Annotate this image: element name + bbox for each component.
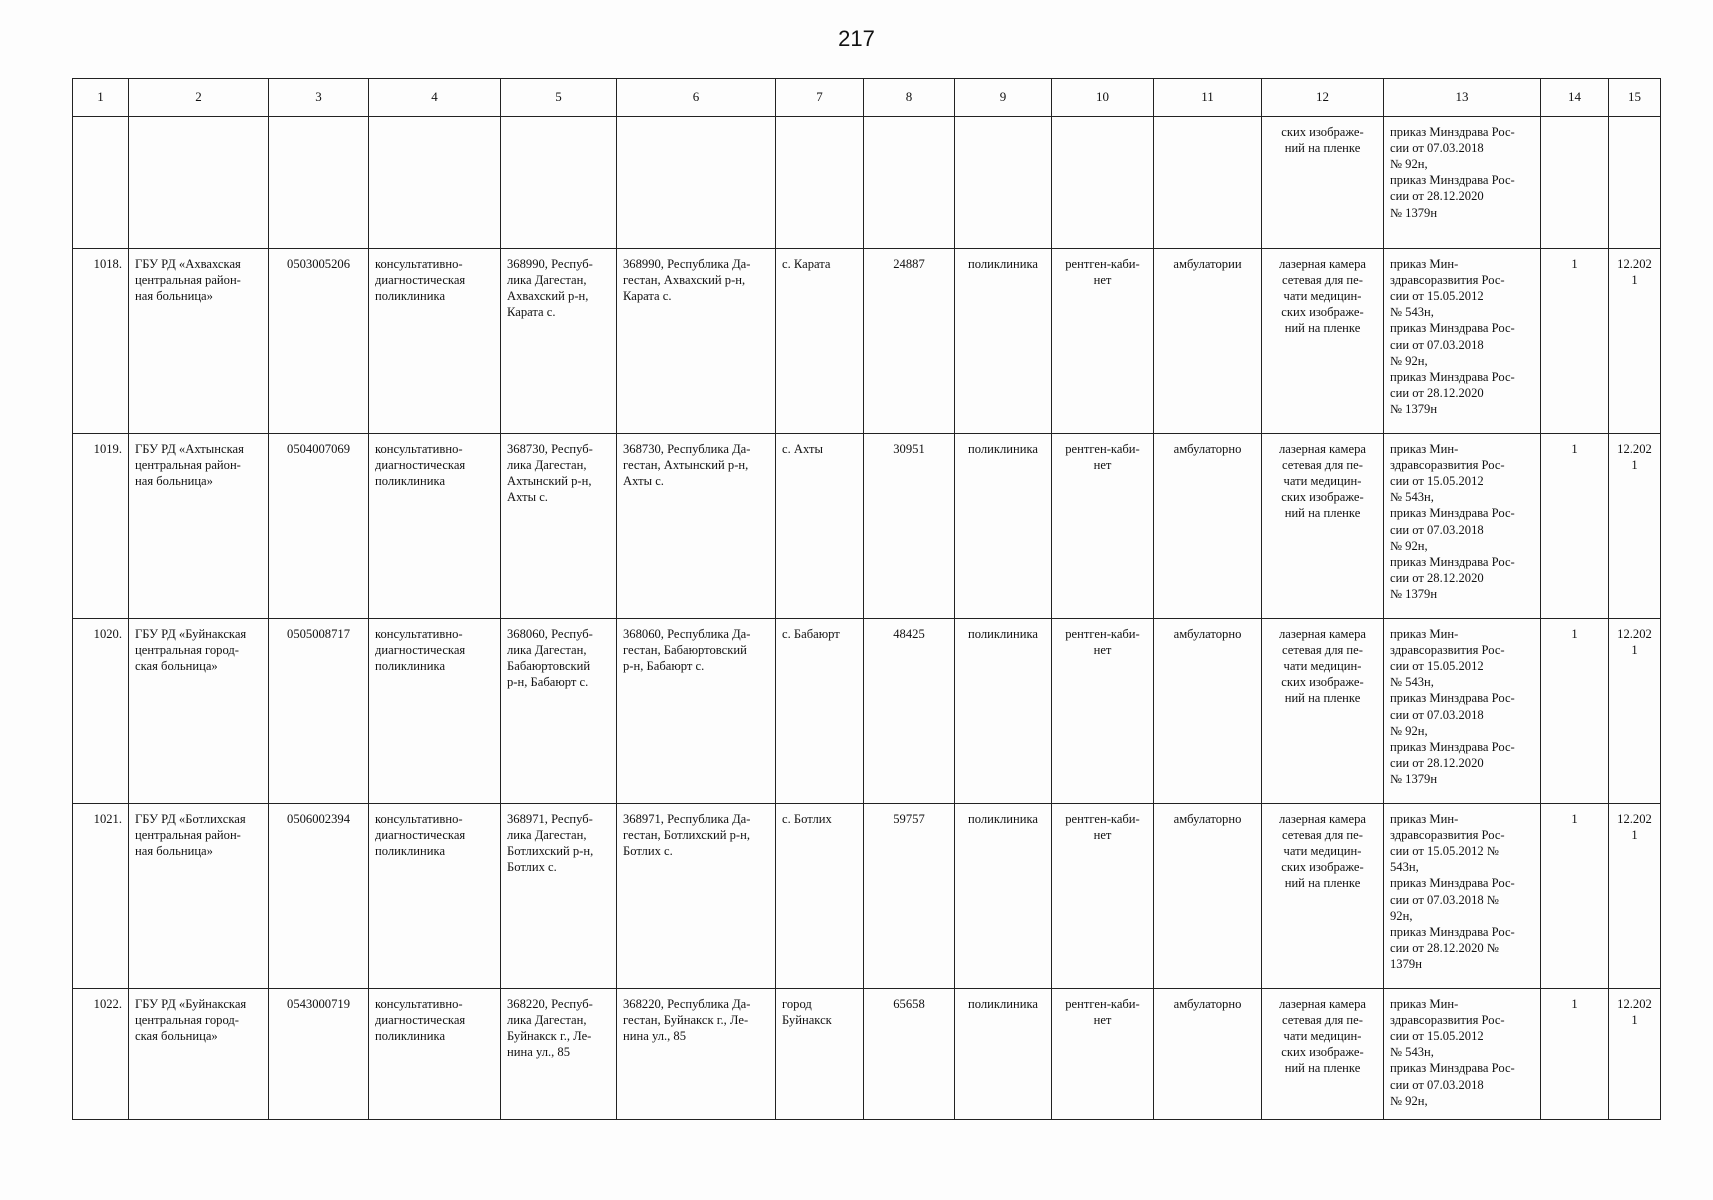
table-row [73, 619, 1661, 804]
care-type-cell: амбулаторно [1154, 989, 1262, 1120]
equipment-cell: лазерная камера сетевая для пе- чати медицин- ских изображе- ний на пленке [1262, 434, 1384, 619]
settlement-cell: с. Карата [776, 249, 864, 434]
facility-cell: поликлиника [955, 434, 1052, 619]
address-cell: 368990, Респуб- лика Дагестан, Ахвахский р-н, Карата с. [501, 249, 617, 434]
row-number: 1019. [73, 434, 129, 619]
equipment-cell: ских изображе- ний на пленке [1262, 117, 1384, 249]
column-header: 7 [776, 79, 864, 117]
address-cell: 368220, Респуб- лика Дагестан, Буйнакск г., Ле- нина ул., 85 [501, 989, 617, 1120]
facility-cell: поликлиника [955, 804, 1052, 989]
column-header: 12 [1262, 79, 1384, 117]
equipment-cell: лазерная камера сетевая для пе- чати медицин- ских изображе- ний на пленке [1262, 619, 1384, 804]
column-header: 2 [129, 79, 269, 117]
unit-type-cell: консультативно- диагностическая поликлиника [369, 434, 501, 619]
unit-type-cell: консультативно- диагностическая поликлиника [369, 989, 501, 1120]
organization-cell: ГБУ РД «Ботлихская центральная район- ная больница» [129, 804, 269, 989]
install-address-cell: 368220, Республика Да- гестан, Буйнакск г., Ле- нина ул., 85 [617, 989, 776, 1120]
care-type-cell: амбулаторно [1154, 804, 1262, 989]
facility-cell: поликлиника [955, 249, 1052, 434]
code-cell: 0506002394 [269, 804, 369, 989]
column-header: 9 [955, 79, 1052, 117]
settlement-cell: город Буйнакск [776, 989, 864, 1120]
date-cell: 12.2021 [1609, 434, 1661, 619]
population-cell: 65658 [864, 989, 955, 1120]
regulation-cell: приказ Мин- здравсоразвития Рос- сии от 15.05.2012 № 543н, приказ Минздрава Рос- сии от 07.03.2018 № 92н, [1384, 989, 1541, 1120]
address-cell: 368730, Респуб- лика Дагестан, Ахтынский р-н, Ахты с. [501, 434, 617, 619]
column-header: 3 [269, 79, 369, 117]
facility-cell: поликлиника [955, 619, 1052, 804]
equipment-cell: лазерная камера сетевая для пе- чати медицин- ских изображе- ний на пленке [1262, 804, 1384, 989]
column-header: 1 [73, 79, 129, 117]
table-row [73, 804, 1661, 989]
table-row [73, 989, 1661, 1120]
organization-cell: ГБУ РД «Буйнакская центральная город- ская больница» [129, 619, 269, 804]
column-header: 11 [1154, 79, 1262, 117]
page-number: 217 [838, 26, 875, 51]
column-header: 10 [1052, 79, 1154, 117]
care-type-cell: амбулаторно [1154, 619, 1262, 804]
cabinet-cell: рентген-каби- нет [1052, 804, 1154, 989]
care-type-cell: амбулатории [1154, 249, 1262, 434]
settlement-cell: с. Ботлих [776, 804, 864, 989]
population-cell: 24887 [864, 249, 955, 434]
equipment-cell: лазерная камера сетевая для пе- чати медицин- ских изображе- ний на пленке [1262, 249, 1384, 434]
regulation-cell: приказ Мин- здравсоразвития Рос- сии от 15.05.2012 № 543н, приказ Минздрава Рос- сии от 07.03.2018 № 92н, приказ Минздрава Рос- сии от 28.12.2020 № 1379н [1384, 249, 1541, 434]
facility-cell: поликлиника [955, 989, 1052, 1120]
care-type-cell: амбулаторно [1154, 434, 1262, 619]
install-address-cell: 368060, Республика Да- гестан, Бабаюртовский р-н, Бабаюрт с. [617, 619, 776, 804]
date-cell: 12.2021 [1609, 804, 1661, 989]
cabinet-cell: рентген-каби- нет [1052, 989, 1154, 1120]
table-row [73, 249, 1661, 434]
continuation-row [73, 117, 1661, 249]
column-header: 15 [1609, 79, 1661, 117]
regulation-cell: приказ Минздрава Рос- сии от 07.03.2018 № 92н, приказ Минздрава Рос- сии от 28.12.2020 № 1379н [1384, 117, 1541, 249]
row-number: 1020. [73, 619, 129, 804]
table-row [73, 434, 1661, 619]
organization-cell: ГБУ РД «Буйнакская центральная город- ская больница» [129, 989, 269, 1120]
date-cell: 12.2021 [1609, 249, 1661, 434]
install-address-cell: 368971, Республика Да- гестан, Ботлихский р-н, Ботлих с. [617, 804, 776, 989]
row-number: 1022. [73, 989, 129, 1120]
column-header: 6 [617, 79, 776, 117]
population-cell: 59757 [864, 804, 955, 989]
regulation-cell: приказ Мин- здравсоразвития Рос- сии от 15.05.2012 № 543н, приказ Минздрава Рос- сии от 07.03.2018 № 92н, приказ Минздрава Рос- сии от 28.12.2020 № 1379н [1384, 804, 1541, 989]
code-cell: 0543000719 [269, 989, 369, 1120]
population-cell: 30951 [864, 434, 955, 619]
column-header: 5 [501, 79, 617, 117]
cabinet-cell: рентген-каби- нет [1052, 619, 1154, 804]
code-cell: 0504007069 [269, 434, 369, 619]
quantity-cell: 1 [1541, 434, 1609, 619]
quantity-cell: 1 [1541, 989, 1609, 1120]
column-header: 13 [1384, 79, 1541, 117]
population-cell: 48425 [864, 619, 955, 804]
unit-type-cell: консультативно- диагностическая поликлиника [369, 619, 501, 804]
install-address-cell: 368990, Республика Да- гестан, Ахвахский р-н, Карата с. [617, 249, 776, 434]
quantity-cell: 1 [1541, 619, 1609, 804]
organization-cell: ГБУ РД «Ахвахская центральная район- ная больница» [129, 249, 269, 434]
code-cell: 0505008717 [269, 619, 369, 804]
address-cell: 368971, Респуб- лика Дагестан, Ботлихский р-н, Ботлих с. [501, 804, 617, 989]
column-header: 14 [1541, 79, 1609, 117]
quantity-cell: 1 [1541, 804, 1609, 989]
cabinet-cell: рентген-каби- нет [1052, 249, 1154, 434]
column-number-row [73, 79, 1661, 117]
date-cell: 12.2021 [1609, 619, 1661, 804]
registry-table [72, 78, 1661, 1120]
column-header: 4 [369, 79, 501, 117]
unit-type-cell: консультативно- диагностическая поликлиника [369, 249, 501, 434]
unit-type-cell: консультативно- диагностическая поликлиника [369, 804, 501, 989]
regulation-cell: приказ Мин- здравсоразвития Рос- сии от 15.05.2012 № 543н, приказ Минздрава Рос- сии от 07.03.2018 № 92н, приказ Минздрава Рос- сии от 28.12.2020 № 1379н [1384, 619, 1541, 804]
install-address-cell: 368730, Республика Да- гестан, Ахтынский р-н, Ахты с. [617, 434, 776, 619]
column-header: 8 [864, 79, 955, 117]
quantity-cell: 1 [1541, 249, 1609, 434]
organization-cell: ГБУ РД «Ахтынская центральная район- ная больница» [129, 434, 269, 619]
address-cell: 368060, Респуб- лика Дагестан, Бабаюртовский р-н, Бабаюрт с. [501, 619, 617, 804]
cabinet-cell: рентген-каби- нет [1052, 434, 1154, 619]
equipment-cell: лазерная камера сетевая для пе- чати медицин- ских изображе- ний на пленке [1262, 989, 1384, 1120]
date-cell: 12.2021 [1609, 989, 1661, 1120]
code-cell: 0503005206 [269, 249, 369, 434]
row-number: 1018. [73, 249, 129, 434]
settlement-cell: с. Ахты [776, 434, 864, 619]
regulation-cell: приказ Мин- здравсоразвития Рос- сии от 15.05.2012 № 543н, приказ Минздрава Рос- сии от 07.03.2018 № 92н, приказ Минздрава Рос- сии от 28.12.2020 № 1379н [1384, 434, 1541, 619]
settlement-cell: с. Бабаюрт [776, 619, 864, 804]
row-number: 1021. [73, 804, 129, 989]
